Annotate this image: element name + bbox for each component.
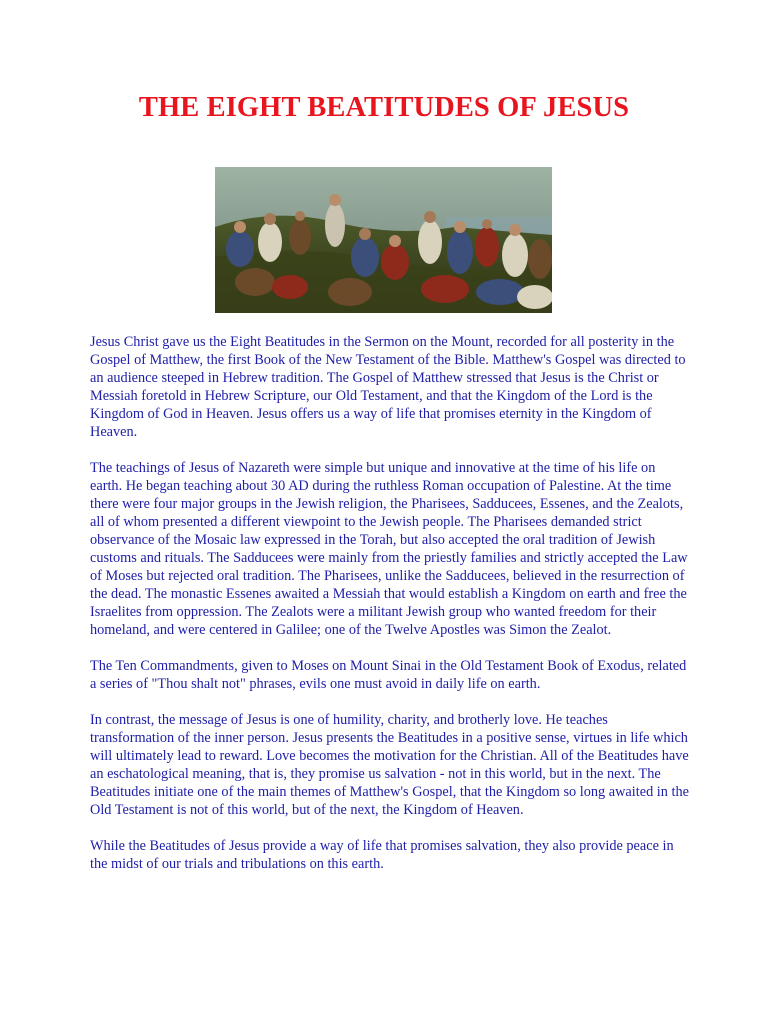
paragraph-teachings: The teachings of Jesus of Nazareth were simple but unique and innovative at the time of his life on earth. He began teaching about 30 AD during the ruthless Roman occupation of Palestine. At the time there were four major groups in the Jewish religion, the Pharisees, Sadducees, Essenes, and the Zealots, all of whom presented a different viewpoint to the Jewish people. The Pharisees demanded strict observance of the Mosaic law expressed in the Torah, but also accepted the oral tradition of Jewish customs and rituals. The Sadducees were mainly from the priestly families and strictly accepted the Law of Moses but rejected oral tradition. The Pharisees, unlike the Sadducees, believed in the resurrection of the dead. The monastic Essenes awaited a Messiah that would establish a Kingdom on earth and free the Israelites from oppression. The Zealots were a militant Jewish group who wanted freedom for their homeland, and were centered in Galilee; one of the Twelve Apostles was Simon the Zealot.: [90, 460, 688, 638]
article-body: [90, 333, 690, 891]
paragraph-ten-commandments: The Ten Commandments, given to Moses on Mount Sinai in the Old Testament Book of Exodus, related a series of "Thou shalt not" phrases, evils one must avoid in daily life on earth.: [90, 658, 687, 692]
paragraph-contrast: In contrast, the message of Jesus is one of humility, charity, and brotherly love. He teaches transformation of the inner person. Jesus presents the Beatitudes in a positive sense, virtues in life which will ultimately lead to reward. Love becomes the motivation for the Christian. All of the Beatitudes have an eschatological meaning, that is, they promise us salvation - not in this world, but in the next. The Beatitudes initiate one of the main themes of Matthew's Gospel, that the Kingdom so long awaited in the Old Testament is not of this world, but of the next, the Kingdom of Heaven.: [90, 712, 689, 818]
sermon-on-the-mount-painting: [215, 167, 552, 313]
page-title: THE EIGHT BEATITUDES OF JESUS: [138, 92, 630, 123]
painting-illustration: [215, 167, 552, 313]
paragraph-intro: Jesus Christ gave us the Eight Beatitudes in the Sermon on the Mount, recorded for all posterity in the Gospel of Matthew, the first Book of the New Testament of the Bible. Matthew's Gospel was directed to an audience steeped in Hebrew tradition. The Gospel of Matthew stressed that Jesus is the Christ or Messiah foretold in Hebrew Scripture, our Old Testament, and that the Kingdom of the Lord is the Kingdom of God in Heaven. Jesus offers us a way of life that promises eternity in the Kingdom of Heaven.: [90, 334, 686, 440]
paragraph-salvation: While the Beatitudes of Jesus provide a way of life that promises salvation, they also provide peace in the midst of our trials and tribulations on this earth.: [90, 838, 674, 872]
